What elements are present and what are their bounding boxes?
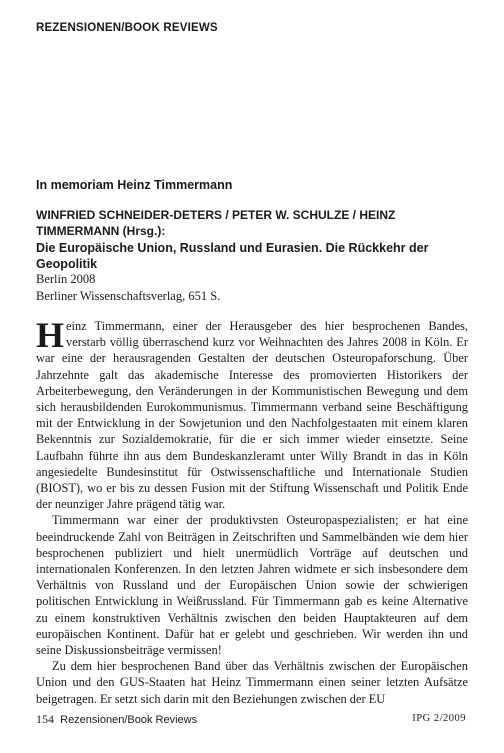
footer-section: Rezensionen/Book Reviews xyxy=(60,714,198,726)
memoriam-heading: In memoriam Heinz Timmermann xyxy=(36,178,233,192)
footer-left xyxy=(36,712,197,727)
review-body xyxy=(36,315,468,707)
book-publisher: Berliner Wissenschaftsverlag, 651 S. xyxy=(36,289,221,303)
paragraph: Zu dem hier besprochenen Band über das Verhältnis zwischen der Europäischen Union und den GUS-Staaten hat Heinz Timmermann einen seiner letzten Aufsätze beigetragen. Er setzt sich darin mit den Beziehungen zwischen der EU xyxy=(36,659,468,706)
running-header: REZENSIONEN/BOOK REVIEWS xyxy=(36,22,218,34)
book-authors: WINFRIED SCHNEIDER-DETERS / PETER W. SCHULZE / HEINZ TIMMERMANN (Hrsg.): xyxy=(36,208,396,238)
book-place-year: Berlin 2008 xyxy=(36,272,96,286)
paragraph xyxy=(36,315,468,512)
book-title: Die Europäische Union, Russland und Eurasien. Die Rückkehr der Geopolitik xyxy=(36,241,429,271)
drop-cap: H xyxy=(36,315,65,355)
page-number: 154 xyxy=(36,712,54,726)
paragraph-text: einz Timmermann, einer der Herausgeber des hier besprochenen Bandes, verstarb völlig überraschend kurz vor Weihnachten des Jahres 2008 in Köln. Er war eine der herausragenden Gestalten der deutschen Osteuropaforschung. Über Jahrzehnte galt das akademische Interesse des promovierten Historikers der Arbeiterbewegung, den Veränderungen in der Kommunistischen Bewegung und dem sich herausbildenden Eurokommunismus. Timmermann verband seine Beschäftigung mit der Entwicklung in der Sowjetunion und den Nachfolgestaaten mit einem klaren Bekenntnis zur Sozialdemokratie, für die er sich immer wieder einsetzte. Seine Laufbahn führte ihn aus dem Bundeskanzleramt unter Willy Brandt in das in Köln angesiedelte Bundesinstitut für Ostwissenschaftliche und Internationale Studien (BIOST), wo er bis zu dessen Fusion mit der Stiftung Wissenschaft und Politik Ende der neunziger Jahre prägend tätig war. xyxy=(36,319,468,512)
footer-issue: IPG 2/2009 xyxy=(412,713,466,724)
paragraph: Timmermann war einer der produktivsten Osteuropaspezialisten; er hat eine beeindruckende Zahl von Beiträgen in Zeitschriften und Sammelbänden wie dem hier besprochenen publiziert und hielt unermüdlich Vorträge auf deutschen und internationalen Konferenzen. In den letzten Jahren widmete er sich insbesondere dem Verhältnis von Russland und der Europäischen Union sowie der schwierigen politischen Entwicklung in Weißrussland. Für Timmermann gab es keine Alternative zu einem konstruktiven Verhältnis zwischen den beiden Hauptakteuren auf dem europäischen Kontinent. Dafür hat er gelebt und geschrieben. Wir werden ihn und seine Diskussionsbeiträge vermissen! xyxy=(36,513,468,658)
